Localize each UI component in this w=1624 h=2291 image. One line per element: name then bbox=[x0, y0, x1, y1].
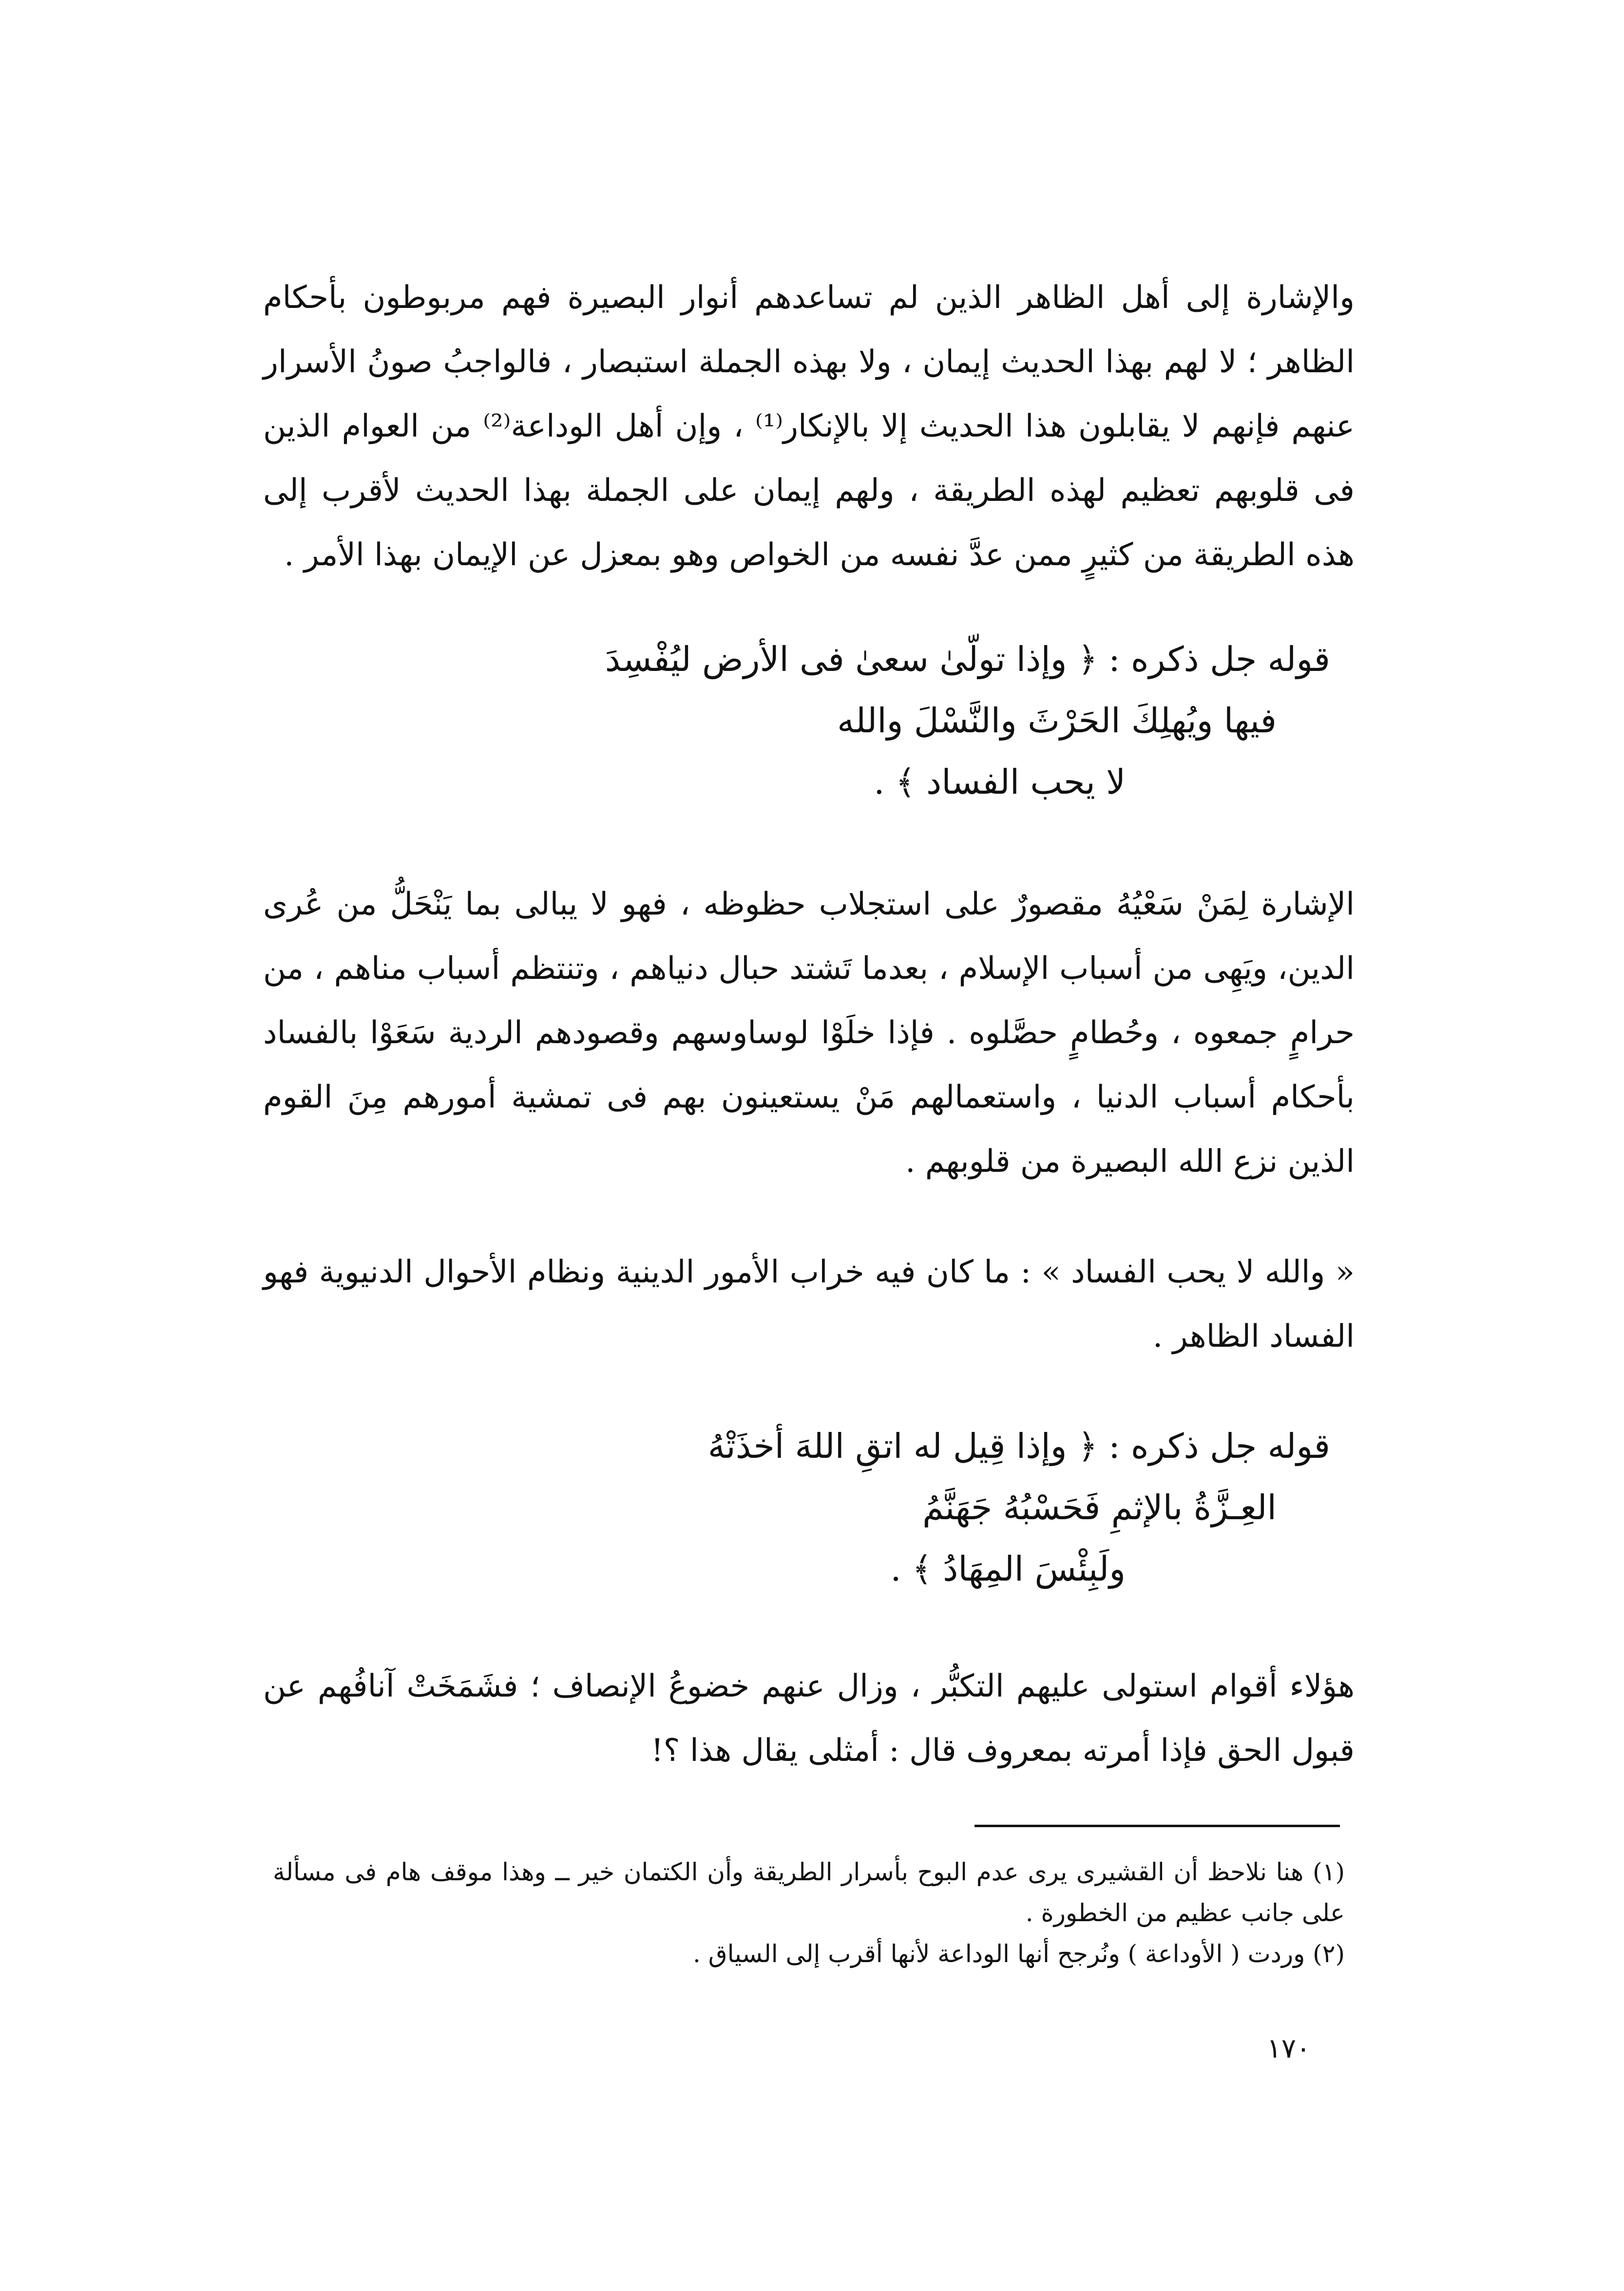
footnotes bbox=[273, 1852, 1345, 1974]
verse-line: العِـزَّةُ بالإثمِ فَحَسْبُهُ جَهَنَّمُ bbox=[922, 1488, 1277, 1527]
verse-line: ولَبِئْسَ المِهَادُ ﴾ . bbox=[890, 1549, 1126, 1589]
page-number: ١٧٠ bbox=[1266, 2033, 1311, 2064]
footnote-divider bbox=[974, 1825, 1340, 1827]
quran-verse-1 bbox=[570, 629, 1330, 813]
verse-line: قوله جل ذكره : ﴿ وإذا تولّىٰ سعىٰ فى الأرض ليُفْسِدَ bbox=[605, 639, 1330, 679]
paragraph-text: « والله لا يحب الفساد » : ما كان فيه خراب الأمور الدينية ونظام الأحوال الدنيوية فهو الفساد الظاهر . bbox=[263, 1254, 1355, 1355]
paragraph-text: هؤلاء أقوام استولى عليهم التكبُّر ، وزال عنهم خضوعُ الإنصاف ؛ فشَمَخَتْ آنافُهم عن قبول الحق فإذا أمرته بمعروف قال : أمثلى يقال هذا ؟! bbox=[263, 1668, 1355, 1769]
paragraph-commentary-4 bbox=[263, 1654, 1355, 1783]
verse-line: فيها ويُهلِكَ الحَرْثَ والنَّسْلَ والله bbox=[837, 701, 1277, 741]
verse-line: قوله جل ذكره : ﴿ وإذا قِيل له اتقِ اللهَ أخذَتْهُ bbox=[707, 1426, 1330, 1466]
verse-line: لا يحب الفساد ﴾ . bbox=[874, 762, 1126, 802]
footnote-1: (١) هنا نلاحظ أن القشيرى يرى عدم البوح بأسرار الطريقة وأن الكتمان خير ــ وهذا موقف هام فى مسألة على جانب عظيم من الخطورة . bbox=[273, 1858, 1345, 1927]
paragraph-text: الإشارة لِمَنْ سَعْيُهُ مقصورٌ على استجلاب حظوظه ، فهو لا يبالى بما يَنْحَلُّ من عُرى الدين، ويَهِى من أسباب الإسلام ، بعدما تَشتد حبال دنياهم ، وتنتظم أسباب مناهم ، من حرامٍ جمعوه ، وحُطامٍ حصَّلوه . فإذا خلَوْا لوساوسهم وقصودهم الردية سَعَوْا بالفساد بأحكام أسباب الدنيا ، واستعمالهم مَنْ يستعينون بهم فى تمشية أمورهم مِنَ القوم الذين نزع الله البصيرة من قلوبهم . bbox=[263, 886, 1355, 1180]
quran-verse-2 bbox=[570, 1415, 1330, 1600]
paragraph-text: والإشارة إلى أهل الظاهر الذين لم تساعدهم أنوار البصيرة فهم مربوطون بأحكام الظاهر ؛ لا لهم بهذا الحديث إيمان ، ولا بهذه الجملة استبصار ، فالواجبُ صونُ الأسرار عنهم فإنهم لا يقابلون هذا الحديث إلا بالإنكار⁽¹⁾ ، وإن أهل الوداعة⁽²⁾ من العوام الذين فى قلوبهم تعظيم لهذه الطريقة ، ولهم إيمان على الجملة بهذا الحديث لأقرب إلى هذه الطريقة من كثيرٍ ممن عدَّ نفسه من الخواص وهو بمعزل عن الإيمان بهذا الأمر . bbox=[263, 280, 1355, 573]
footnote-2: (٢) وردت ( الأوداعة ) ونُرجح أنها الوداعة لأنها أقرب إلى السياق . bbox=[693, 1940, 1345, 1968]
paragraph-commentary-2 bbox=[263, 872, 1355, 1194]
paragraph-commentary-1 bbox=[263, 266, 1355, 587]
paragraph-commentary-3 bbox=[263, 1240, 1355, 1369]
